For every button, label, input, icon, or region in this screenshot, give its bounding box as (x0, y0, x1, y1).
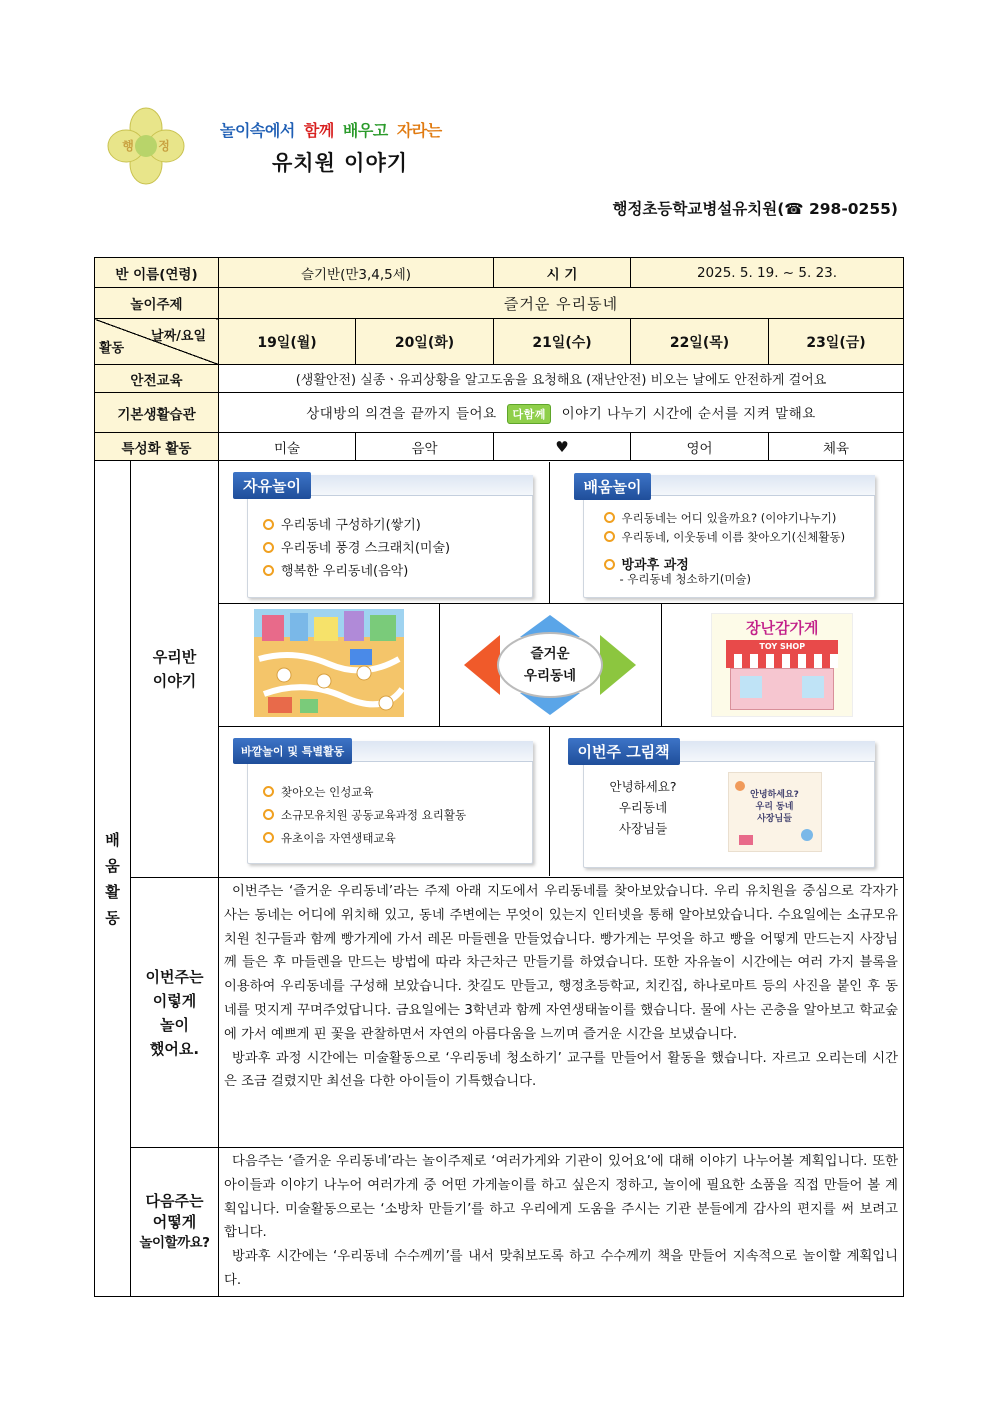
book-cover-line: 사장님들 (757, 814, 792, 825)
list-item: 소규모유치원 공동교육과정 요리활동 (263, 807, 466, 823)
page-title: 유치원 이야기 (272, 151, 409, 175)
safety-label: 안전교육 (95, 365, 219, 393)
school-name: 행정초등학교병설유치원(☎ 298-0255) (612, 200, 898, 218)
habit-left: 상대방의 의견을 끝까지 들어요 (306, 405, 497, 422)
side-label (95, 461, 131, 1297)
list-item: 우리동네, 이웃동네 이름 찾아오기(신체활동) (604, 529, 846, 545)
day-fri: 23일(금) (769, 319, 904, 365)
special-label: 특성화 활동 (95, 433, 219, 461)
day-mon: 19일(월) (219, 319, 356, 365)
ourclass-label-2: 이야기 (152, 672, 197, 690)
paragraph: 방과후 시간에는 ‘우리동네 수수께끼’를 내서 맞춰보도록 하고 수수께끼 책을 만들어 지속적으로 놀이할 계획입니다. (224, 1249, 898, 1288)
next-week-label-line: 어떻게 (152, 1212, 197, 1231)
after-school-title: 방과후 과정 (604, 554, 689, 573)
class-label: 반 이름(연령) (95, 258, 219, 288)
paragraph: 다음주는 ‘즐거운 우리동네’라는 놀이주제로 ‘여러가게와 기관이 있어요’에 대해 이야기 나누어볼 계획입니다. 또한 아이들과 이야기 나누어 여러가게 중 어떤 가게놀이를 하고 싶은지 정하고, 놀이에 필요한 소품을 직접 만들어 볼 계획입니다. 미술활동으로는 ‘소방차 만들기’를 하고 우리에게 도움을 주시는 기관 분들에게 감사의 편지를 써 보려고 합니다. (224, 1154, 898, 1241)
next-week-label-line: 다음주는 (145, 1191, 204, 1210)
list-item: 행복한 우리동네(음악) (263, 560, 408, 579)
list-item: 찾아오는 인성교육 (263, 784, 374, 800)
book-name (610, 776, 677, 839)
logo-char-1: 행 (122, 139, 134, 153)
this-week-label-line: 이렇게 (152, 991, 197, 1010)
logo-char-2: 정 (158, 139, 170, 153)
period-value: 2025. 5. 19. ~ 5. 23. (631, 258, 904, 288)
special-tue: 음악 (356, 433, 494, 461)
safety-value: (생활안전) 실종ㆍ유괴상황을 알고도움을 요청해요 (재난안전) 비오는 날에도 안전하게 걸어요 (219, 365, 904, 393)
side-char: 동 (105, 908, 120, 927)
slogan-word: 함께 (303, 121, 334, 140)
special-thu: 영어 (631, 433, 769, 461)
book-cover (728, 772, 822, 852)
this-week-label (131, 878, 219, 1148)
day-wed: 21일(수) (494, 319, 631, 365)
learning-play-title: 배움놀이 (574, 473, 652, 500)
school-logo (106, 106, 186, 186)
side-char: 활 (105, 882, 120, 901)
class-value: 슬기반(만3,4,5세) (219, 258, 494, 288)
day-tue: 20일(화) (356, 319, 494, 365)
toy-shop-sign: TOY SHOP (726, 640, 838, 654)
this-week-text (219, 878, 904, 1148)
list-item: 유초이음 자연생태교육 (263, 830, 396, 846)
next-week-label-line: 놀이할까요? (139, 1234, 210, 1251)
town-map-image (219, 603, 439, 726)
free-play-title: 자유놀이 (233, 472, 311, 499)
theme-center-text (460, 643, 640, 687)
habit-label: 기본생활습관 (95, 393, 219, 433)
date-activity-header (95, 319, 219, 365)
this-week-label-line: 이번주는 (145, 967, 204, 986)
special-mon: 미술 (219, 433, 356, 461)
theme-label: 놀이주제 (95, 288, 219, 319)
paragraph: 이번주는 ‘즐거운 우리동네’라는 주제 아래 지도에서 우리동네를 찾아보았습니다. 우리 유치원을 중심으로 각자가 사는 동네는 어디에 위치해 있고, 동네 주변에는 무엇이 있는지 인터넷을 통해 알아보았습니다. 수요일에는 소규모유치원 친구들과 함께 빵가게에 가서 레몬 마들렌을 만들었습니다. 빵가게는 무엇을 하고 빵을 어떻게 만드는지 사장님께 들은 후 마들렌을 만드는 방법에 따라 차근차근 만들기를 하였습니다. 또한 자유놀이 시간에는 여러 가지 블록을 이용하여 우리동네를 구성해 보았습니다. 찻길도 만들고, 행정초등학교, 치킨집, 하나로마트 등의 사진을 붙인 후 동네를 멋지게 꾸며주었답니다. 금요일에는 3학년과 함께 자연생태놀이를 했습니다. 물에 사는 곤충을 알아보고 학교숲에 가서 예쁘게 핀 꽃을 관찰하면서 자연의 아름다움을 느끼며 즐거운 시간을 보냈습니다. (224, 884, 898, 1042)
theme-value: 즐거운 우리동네 (219, 288, 904, 319)
theme-center-line: 즐거운 (530, 645, 570, 662)
side-char: 움 (105, 856, 120, 875)
book-cover-line: 안녕하세요? (750, 790, 799, 801)
list-item: 우리동네 구성하기(쌓기) (263, 514, 421, 533)
next-week-text (219, 1148, 904, 1297)
side-char: 배 (105, 830, 120, 849)
period-label: 시 기 (494, 258, 631, 288)
this-week-label-line: 놀이 (160, 1015, 189, 1034)
outdoor-panel (219, 726, 549, 876)
slogan-word: 배우고 (342, 121, 388, 140)
paragraph: 방과후 과정 시간에는 미술활동으로 ‘우리동네 청소하기’ 교구를 만들어서 활동을 했습니다. 자르고 오리는데 시간은 조금 걸렸지만 최선을 다한 아이들이 기특했습니다. (224, 1050, 898, 1090)
learning-play-panel (549, 462, 903, 603)
habit-right: 이야기 나누기 시간에 순서를 지켜 말해요 (561, 405, 816, 422)
date-label: 날짜/요일 (151, 329, 206, 344)
habit-value (219, 393, 904, 433)
day-thu: 22일(목) (631, 319, 769, 365)
town-illustration (254, 609, 404, 717)
free-play-panel (219, 462, 549, 603)
special-fri: 체육 (769, 433, 904, 461)
slogan-word: 놀이속에서 (220, 121, 295, 140)
book-panel (549, 726, 903, 876)
outdoor-title: 바깥놀이 및 특별활동 (233, 738, 352, 764)
ourclass-label (131, 461, 219, 878)
weekly-table (94, 257, 904, 1297)
habit-badge: 다함께 (507, 404, 550, 424)
book-line: 우리동네 (618, 800, 668, 816)
toy-shop-title: 장난감가게 (746, 618, 819, 637)
book-cover-line: 우리 동네 (755, 802, 794, 813)
toy-shop-image (661, 603, 903, 726)
list-item: 우리동네는 어디 있을까요? (이야기나누기) (604, 510, 837, 526)
ourclass-label-1: 우리반 (152, 648, 197, 666)
book-title: 이번주 그림책 (568, 738, 680, 765)
book-line: 사장님들 (618, 821, 668, 837)
theme-diagram (439, 603, 661, 726)
next-week-label (131, 1148, 219, 1297)
list-item: 우리동네 풍경 스크래치(미술) (263, 537, 450, 556)
special-wed: ♥ (494, 433, 631, 461)
activity-label: 활동 (99, 341, 125, 356)
this-week-label-line: 했어요. (149, 1039, 200, 1058)
ourclass-content (219, 461, 904, 878)
after-school-item: - 우리동네 청소하기(미술) (619, 571, 752, 586)
slogan (220, 118, 446, 141)
theme-center-line: 우리동네 (523, 667, 577, 684)
book-line: 안녕하세요? (609, 779, 677, 795)
slogan-word: 자라는 (396, 121, 442, 140)
